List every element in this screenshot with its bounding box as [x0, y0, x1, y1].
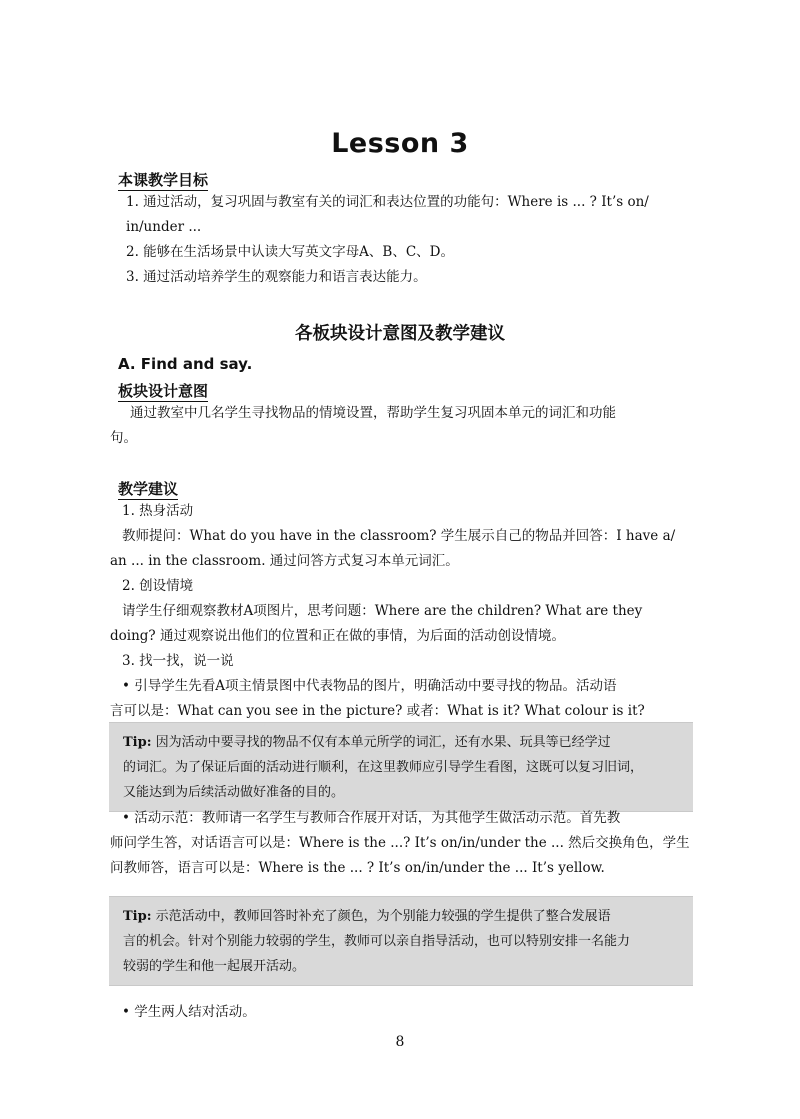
part-a-heading: A. Find and say. [118, 355, 253, 373]
text-line: 问教师答，语言可以是：Where is the ... ? It’s on/in/under the ... It’s yellow. [110, 860, 605, 876]
tip-line: 又能达到为后续活动做好准备的目的。 [123, 785, 345, 800]
design-line: 句。 [110, 430, 137, 446]
step-heading: 3. 找一找，说一说 [122, 653, 234, 669]
page-number: 8 [395, 1034, 405, 1050]
text-line: 言可以是：What can you see in the picture? 或者：What is it? What colour is it? [110, 703, 645, 719]
text-line: an ... in the classroom. 通过问答方式复习本单元词汇。 [110, 553, 459, 569]
step-heading: 2. 创设情境 [122, 578, 194, 594]
objective-line: 2. 能够在生活场景中认读大写英文字母A、B、C、D。 [126, 244, 454, 260]
text-line: • 活动示范：教师请一名学生与教师合作展开对话，为其他学生做活动示范。首先教 [122, 810, 621, 826]
design-heading: 板块设计意图 [118, 382, 209, 400]
tip-line: 的词汇。为了保证后面的活动进行顺利，在这里教师应引导学生看图，这既可以复习旧词， [123, 760, 644, 775]
text-line: 教师提问：What do you have in the classroom? 学生展示自己的物品并回答：I have a/ [122, 528, 676, 544]
lesson-title: Lesson 3 [331, 128, 469, 159]
text-line: 请学生仔细观察教材A项图片，思考问题：Where are the children? What are they [122, 603, 643, 619]
objective-line: 3. 通过活动培养学生的观察能力和语言表达能力。 [126, 269, 427, 285]
step-heading: 1. 热身活动 [122, 503, 194, 519]
text-line: • 学生两人结对活动。 [122, 1004, 256, 1020]
tip-line: 较弱的学生和他一起展开活动。 [123, 959, 306, 974]
text-line: 师问学生答，对话语言可以是：Where is the ...? It’s on/in/under the ... 然后交换角色，学生 [110, 835, 690, 851]
objective-line: in/under ... [126, 219, 202, 235]
section-title: 各板块设计意图及教学建议 [295, 324, 505, 344]
objective-line: 1. 通过活动，复习巩固与教室有关的词汇和表达位置的功能句：Where is ... ? It’s on/ [126, 194, 649, 210]
tip-label: Tip: [123, 735, 152, 750]
design-line: 通过教室中几名学生寻找物品的情境设置，帮助学生复习巩固本单元的词汇和功能 [130, 405, 616, 421]
tip-label: Tip: [123, 909, 152, 924]
tip-line: Tip: 示范活动中，教师回答时补充了颜色，为个别能力较强的学生提供了整合发展语 [123, 909, 611, 924]
text-line: doing? 通过观察说出他们的位置和正在做的事情，为后面的活动创设情境。 [110, 628, 565, 644]
suggestion-heading: 教学建议 [118, 480, 179, 498]
tip-line: Tip: 因为活动中要寻找的物品不仅有本单元所学的词汇，还有水果、玩具等已经学过 [123, 735, 611, 750]
objectives-heading: 本课教学目标 [118, 171, 209, 189]
tip-line: 言的机会。针对个别能力较弱的学生，教师可以亲自指导活动，也可以特别安排一名能力 [123, 934, 631, 949]
text-line: • 引导学生先看A项主情景图中代表物品的图片，明确活动中要寻找的物品。活动语 [122, 678, 617, 694]
tip-box [109, 896, 693, 986]
tip-box [109, 722, 693, 812]
